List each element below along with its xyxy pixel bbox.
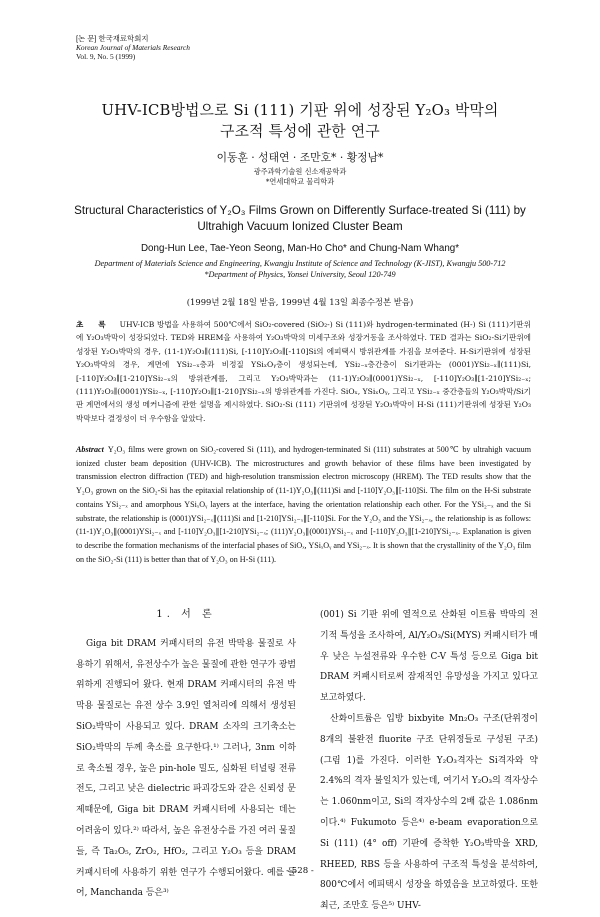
affiliation-korean — [0, 167, 600, 187]
authors-english: Dong-Hun Lee, Tae-Yeon Seong, Man-Ho Cho* and Chung-Nam Whang* — [140, 243, 460, 254]
title-korean-line2: 구조적 특성에 관한 연구 — [220, 123, 380, 140]
journal-header-line1: [논 문] 한국재료학회지 — [76, 34, 149, 43]
journal-header-line2: Korean Journal of Materials Research — [76, 43, 190, 52]
received-dates: (1999년 2월 18일 받음, 1999년 4월 13일 최종수정본 받음) — [186, 297, 414, 307]
intro-paragraph-2: (001) Si 기판 위에 열적으로 산화된 이트륨 박막의 전기적 특성을 조사하여, Al/Y₂O₃/Si(MYS) 커패시터가 매우 낮은 누설전류와 우수한 C-V 특성 등으로 Giga bit DRAM 커패시터로써 잠재적인 유망성을 가지고 있다고 보고하였다. — [320, 610, 538, 704]
abstract-korean — [76, 318, 531, 425]
abstract-english-text: Y₂O₃ films were grown on SiO₂-covered Si (111), and hydrogen-terminated Si (111) substrates at 500℃ by ultrahigh vacuum ionized cluster beam deposition (UHV-ICB). The microstructures and growth behavior of these films have been investigated by transmission electron diffraction (TED) and high-resolution transmission electron microscopy (HREM). The TED results show that the Y₂O₃ grown on the SiO₂-Si has the epitaxial relationship of (11-1)Y₂O₃∥(111)Si and [-110]Y₂O₃∥[-110]Si. The film on the H-Si substrate contains YSi₂₋ₓ and amorphous YSiₓOᵧ layers at the interface, having the orientation relationship each other. For the YSi₂₋ₓ and the Si substrate, the relationship is (0001)YSi₂₋ₓ∥(111)Si and [1-210]YSi₂₋ₓ∥[-110]Si. For the Y₂O₃ and the YSi₂₋ₓ, the relationship is as follows: (11-1)Y₂O₃∥(0001)YSi₂₋ₓ and [-110]Y₂O₃∥[1-210]YSi₂₋ₓ; (111)Y₂O₃∥(0001)YSi₂₋ₓ and [-110]Y₂O₃∥[1-210]YSi₂₋ₓ. Explanation is given to describe the formation mechanisms of the interfacial phases of SiOₓ, YSiₓOᵧ and YSi₂₋ₓ. It is shown that the crystallinity of the Y₂O₃ film on the SiO₂-Si (111) is better than that of Y₂O₃ on H-Si (111). — [76, 445, 531, 564]
intro-paragraph-3: 산화이트륨은 입방 bixbyite Mn₂O₃ 구조(단위정이 8개의 불완전 fluorite 구조 단위정들로 구성된 구조) (그림 1)를 가진다. 이러한 Y₂O₃격자는 Si격자와 약 2.4%의 격자 불일치가 있는데, 여기서 Y₂O₃의 격자상수는 1.060nm이고, Si의 격자상수의 2배 값은 1.086nm이다.⁴⁾ Fukumoto 등은⁴⁾ e-beam evaporation으로 Si (111) (4° off) 기판에 증착한 Y₂O₃박막을 XRD, RHEED, RBS 등을 사용하여 구조적 특성을 분석하여, 800℃에서 에피택시 성장을 하였음을 보고하였다. 또한 최근, 조만호 등은⁵⁾ UHV- — [320, 713, 538, 912]
page-number: - 528 - — [286, 866, 314, 876]
title-english-line1: Structural Characteristics of Y₂O₃ Films Grown on Differently Surface-treated Si (111) by — [74, 204, 526, 217]
journal-header-line3: Vol. 9, No. 5 (1999) — [76, 52, 136, 61]
abstract-english-label: Abstract — [76, 445, 104, 454]
title-korean — [0, 100, 600, 142]
affiliation-korean-line1: 광주과학기술원 신소재공학과 — [253, 167, 347, 176]
affiliation-english — [30, 258, 570, 281]
abstract-korean-text: UHV-ICB 방법을 사용하여 500℃에서 SiO₂-covered (SiO₂-) Si (111)와 hydrogen-terminated (H-) Si (111)기판위에 Y₂O₃박막이 성장되었다. TED와 HREM을 사용하여 Y₂O₃박막의 미세구조와 성장거동을 조사하였다. TED 결과는 SiO₂-Si기판위에 성장된 Y₂O₃박막의 경우, (11-1)Y₂O₃∥(111)Si, [-110]Y₂O₃∥[-110]Si의 에피택시 방위관계를 가짐을 보여준다. H-Si기판위에 성장된 Y₂O₃박막의 경우, 계면에 YSi₂₋ₓ층과 비정질 YSiₓOᵧ층이 생성되는데, YSi₂₋ₓ층간층이 Si기판과는 (0001)YSi₂₋ₓ∥(111)Si, [-110]Y₂O₃∥[1-210]YSi₂₋ₓ의 방위관계를, 그리고 Y₂O₃박막과는 (11-1)Y₂O₃∥(0001)YSi₂₋ₓ, [-110]Y₂O₃∥[1-210]YSi₂₋ₓ; (111)Y₂O₃∥(0001)YSi₂₋ₓ, [-110]Y₂O₃∥[1-210]YSi₂₋ₓ의 방위관계를 가진다. SiOₓ, YSiₓOᵧ, 그리고 YSi₂₋ₓ 중간층들의 Y₂O₃박막/Si기판 계면에서의 생성 메커니즘에 관한 설명을 제시하였다. SiO₂-Si (111) 기판위에 성장된 Y₂O₃박막이 H-Si (111)기판위에 성장된 Y₂O₃박막보다 결정성이 더 우수함을 알았다. — [76, 320, 531, 423]
body-column-left — [76, 605, 296, 904]
journal-header — [76, 34, 190, 61]
title-english — [60, 203, 540, 235]
title-english-line2: Ultrahigh Vacuum Ionized Cluster Beam — [197, 220, 403, 233]
section-heading: 1. 서 론 — [156, 609, 216, 620]
affiliation-english-line1: Department of Materials Science and Engineering, Kwangju Institute of Science and Technology (K-JIST), Kwangju 500-712 — [94, 259, 506, 268]
abstract-english — [76, 443, 531, 566]
affiliation-korean-line2: *연세대학교 물리학과 — [265, 177, 335, 186]
authors-korean: 이동훈 · 성태연 · 조만호* · 황정남* — [216, 151, 384, 164]
intro-paragraph-1: Giga bit DRAM 커패시터의 유전 박막용 물질로 사용하기 위해서, 유전상수가 높은 물질에 관한 연구가 광범위하게 진행되어 왔다. 현재 DRAM 커패시터의 유전 박막용 물질로는 유전 상수 3.9인 열처리에 의해서 생성된 SiO₂박막이 사용되고 있다. DRAM 소자의 크기축소는 SiO₂박막의 두께 축소를 요구한다.¹⁾ 그러나, 3nm 이하로 축소될 경우, 높은 pin-hole 밀도, 심화된 터널링 전류전도, 그리고 낮은 dielectric 파괴강도와 같은 신뢰성 문제때문에, Giga bit DRAM 커패시터에 사용되는 데는 어려움이 있다.²⁾ 따라서, 높은 유전상수를 가진 여러 물질들, 즉 Ta₂O₅, ZrO₂, HfO₂, 그리고 Y₂O₃ 등을 DRAM 커패시터에 사용하기 위한 연구가 수행되어왔다. 예를 들어, Manchanda 등은³⁾ — [76, 638, 296, 899]
affiliation-english-line2: *Department of Physics, Yonsei University, Seoul 120-749 — [204, 270, 396, 280]
title-korean-line1: UHV-ICB방법으로 Si (111) 기판 위에 성장된 Y₂O₃ 박막의 — [101, 102, 499, 119]
abstract-korean-label: 초 록 — [76, 320, 112, 329]
